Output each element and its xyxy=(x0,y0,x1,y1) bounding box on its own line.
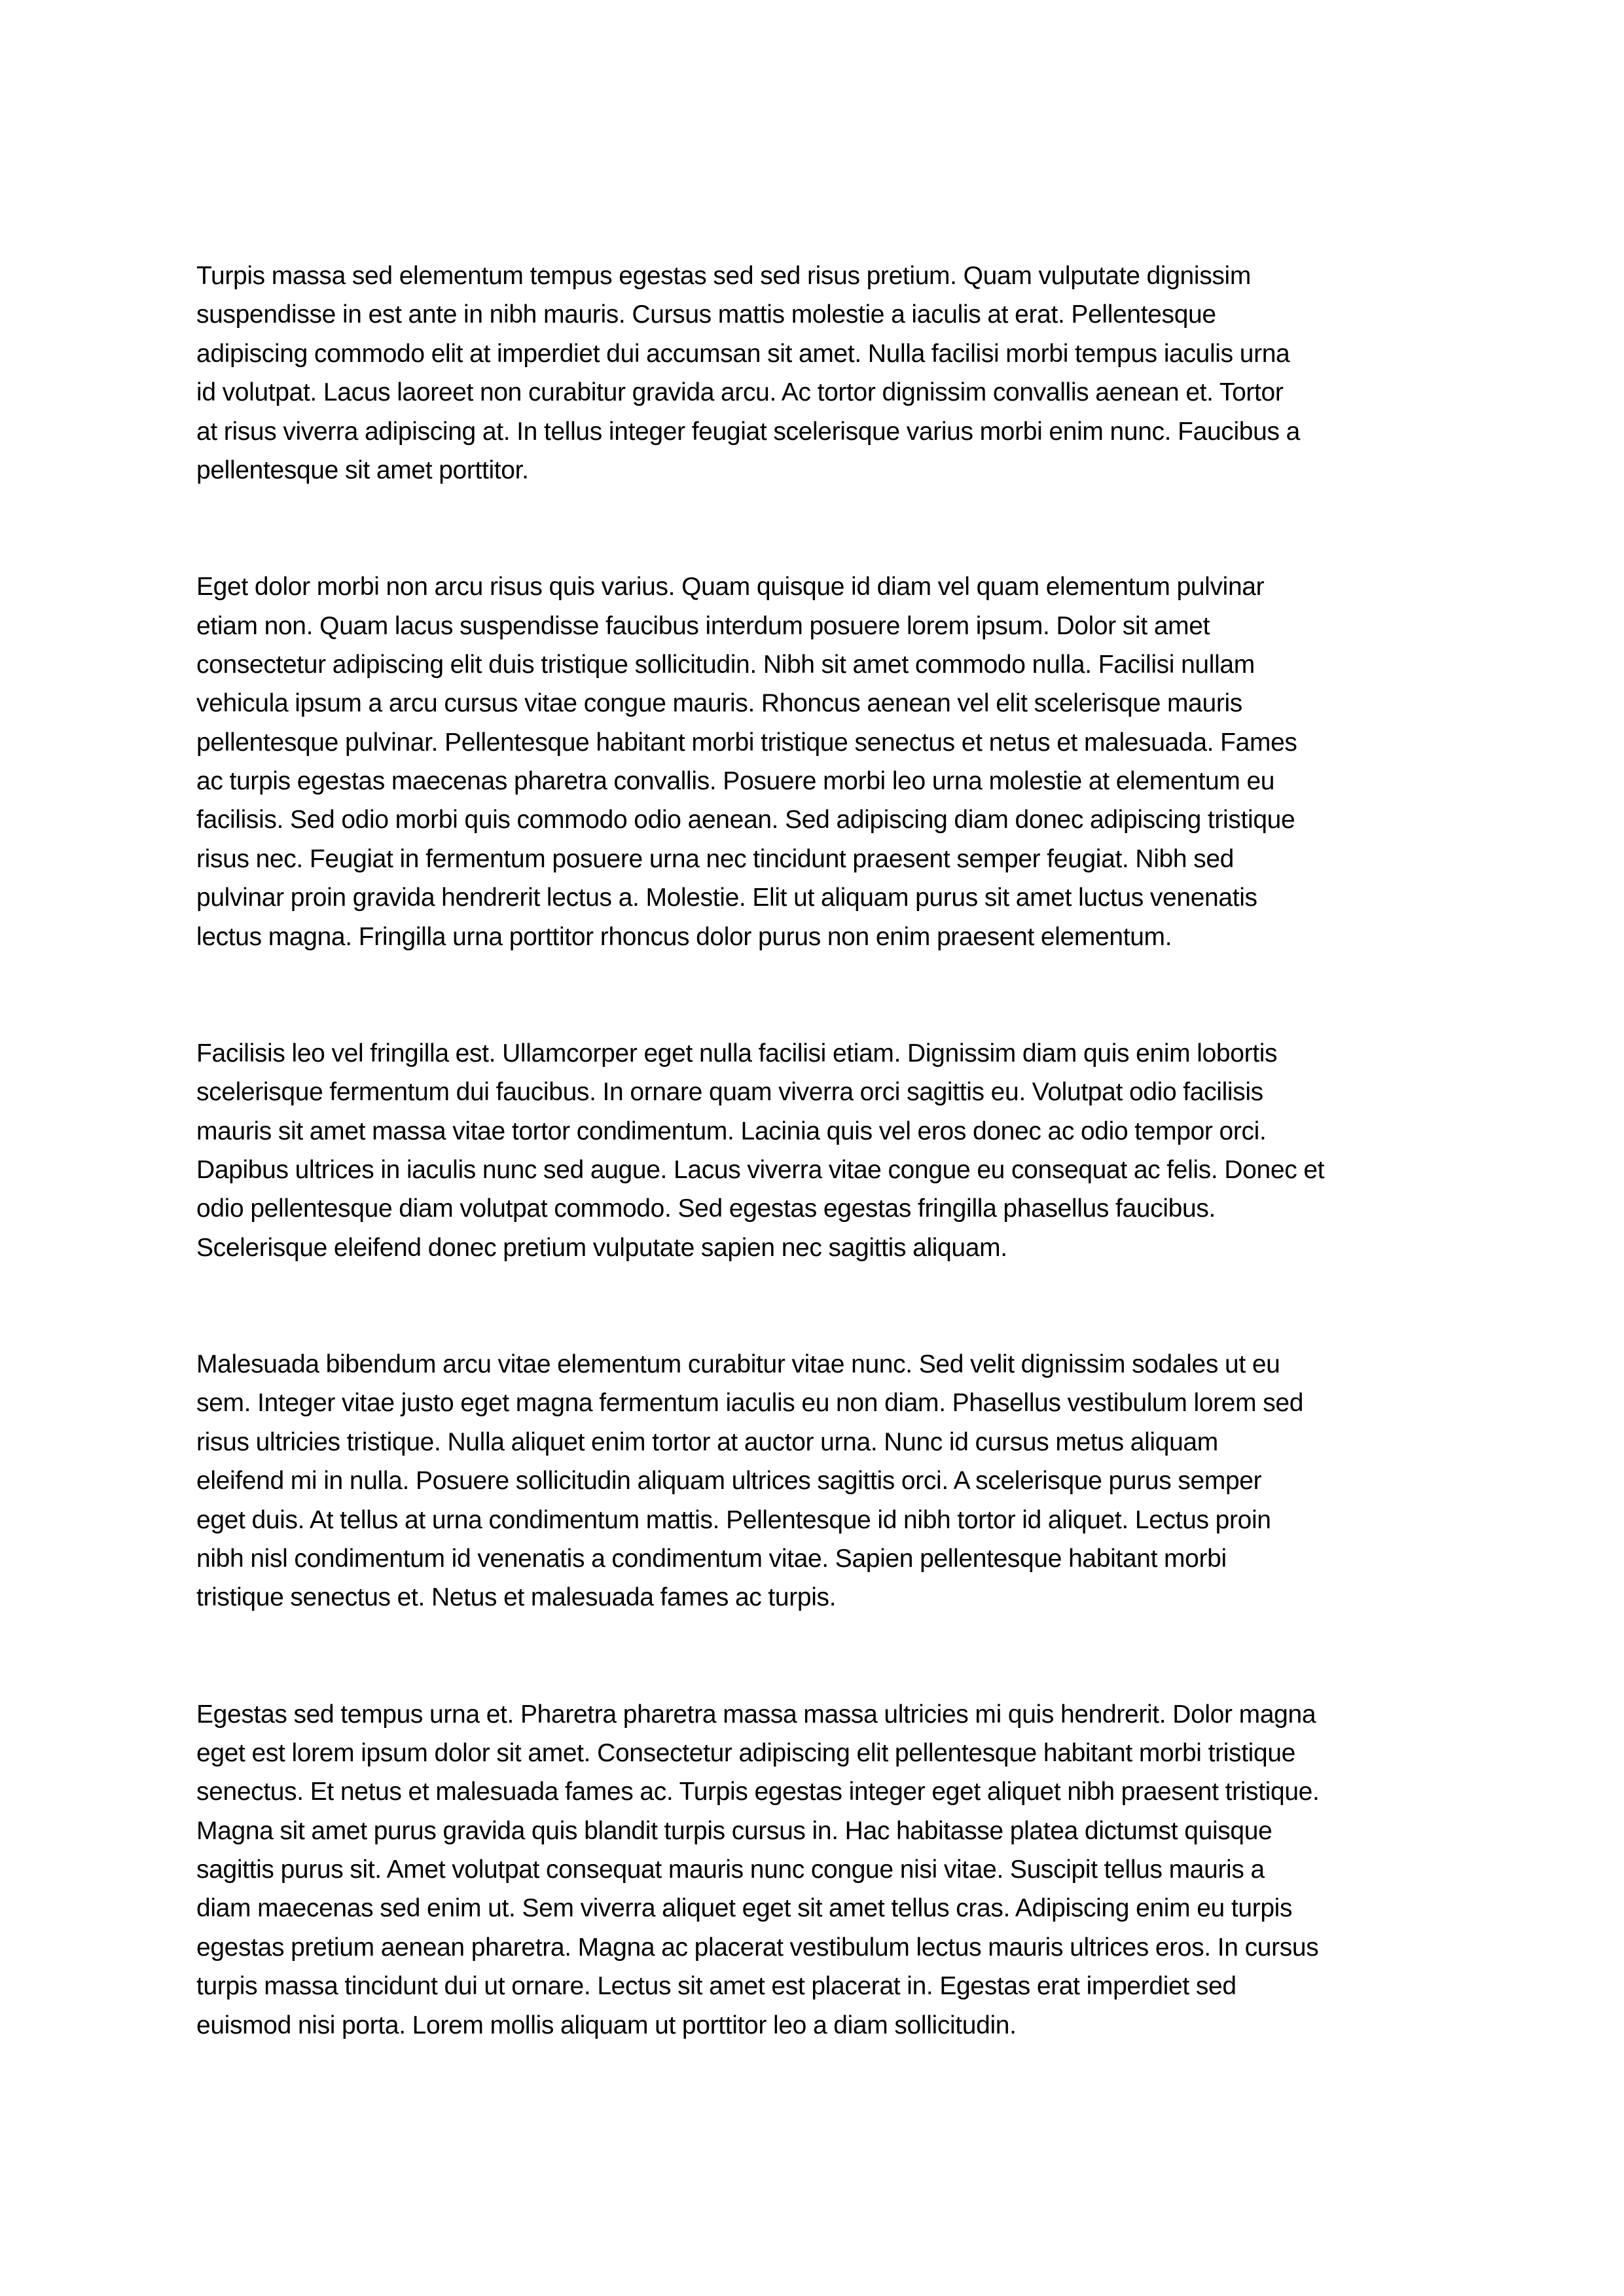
text-line: scelerisque fermentum dui faucibus. In ornare quam viverra orci sagittis eu. Volutpat odio facilisis xyxy=(196,1078,1263,1107)
text-line: senectus. Et netus et malesuada fames ac. Turpis egestas integer eget aliquet nibh praesent tristique. xyxy=(196,1778,1320,1806)
text-line: Dapibus ultrices in iaculis nunc sed augue. Lacus viverra vitae congue eu consequat ac felis. Donec et xyxy=(196,1156,1325,1185)
text-line: facilisis. Sed odio morbi quis commodo odio aenean. Sed adipiscing diam donec adipiscing tristique xyxy=(196,806,1295,834)
text-line: pellentesque pulvinar. Pellentesque habitant morbi tristique senectus et netus et malesuada. Fames xyxy=(196,728,1297,757)
document-body xyxy=(196,257,1428,2123)
text-line: pellentesque sit amet porttitor. xyxy=(196,456,529,484)
text-line: at risus viverra adipiscing at. In tellus integer feugiat scelerisque varius morbi enim nunc. Faucibus a xyxy=(196,417,1300,446)
text-line: Scelerisque eleifend donec pretium vulputate sapien nec sagittis aliquam. xyxy=(196,1233,1007,1262)
text-line: adipiscing commodo elit at imperdiet dui accumsan sit amet. Nulla facilisi morbi tempus iaculis urna xyxy=(196,339,1290,368)
text-line: Malesuada bibendum arcu vitae elementum curabitur vitae nunc. Sed velit dignissim sodales ut eu xyxy=(196,1350,1280,1378)
text-line: mauris sit amet massa vitae tortor condimentum. Lacinia quis vel eros donec ac odio tempor orci. xyxy=(196,1117,1267,1145)
paragraph-4 xyxy=(196,1345,1428,1617)
text-line: sem. Integer vitae justo eget magna fermentum iaculis eu non diam. Phasellus vestibulum lorem sed xyxy=(196,1389,1304,1418)
paragraph-1 xyxy=(196,257,1428,490)
text-line: sagittis purus sit. Amet volutpat consequat mauris nunc congue nisi vitae. Suscipit tellus mauris a xyxy=(196,1856,1265,1884)
text-line: suspendisse in est ante in nibh mauris. Cursus mattis molestie a iaculis at erat. Pellentesque xyxy=(196,300,1216,329)
paragraph-3 xyxy=(196,1034,1428,1267)
text-line: nibh nisl condimentum id venenatis a condimentum vitae. Sapien pellentesque habitant morbi xyxy=(196,1544,1227,1573)
paragraph-5 xyxy=(196,1695,1428,2045)
text-line: Eget dolor morbi non arcu risus quis varius. Quam quisque id diam vel quam elementum pulvinar xyxy=(196,573,1265,601)
text-line: id volutpat. Lacus laoreet non curabitur gravida arcu. Ac tortor dignissim convallis aenean et. Tortor xyxy=(196,378,1284,407)
text-line: Turpis massa sed elementum tempus egestas sed sed risus pretium. Quam vulputate dignissim xyxy=(196,262,1251,290)
text-line: eget duis. At tellus at urna condimentum mattis. Pellentesque id nibh tortor id aliquet. Lectus proin xyxy=(196,1505,1271,1534)
text-line: risus ultricies tristique. Nulla aliquet enim tortor at auctor urna. Nunc id cursus metus aliquam xyxy=(196,1427,1218,1456)
text-line: consectetur adipiscing elit duis tristique sollicitudin. Nibh sit amet commodo nulla. Facilisi nullam xyxy=(196,650,1255,679)
text-line: lectus magna. Fringilla urna porttitor rhoncus dolor purus non enim praesent elementum. xyxy=(196,922,1172,951)
text-line: pulvinar proin gravida hendrerit lectus a. Molestie. Elit ut aliquam purus sit amet luctus venenatis xyxy=(196,884,1257,912)
text-line: ac turpis egestas maecenas pharetra convallis. Posuere morbi leo urna molestie at elementum eu xyxy=(196,767,1275,796)
text-line: Egestas sed tempus urna et. Pharetra pharetra massa massa ultricies mi quis hendrerit. Dolor magna xyxy=(196,1700,1316,1729)
text-line: vehicula ipsum a arcu cursus vitae congue mauris. Rhoncus aenean vel elit scelerisque mauris xyxy=(196,689,1242,718)
text-line: Magna sit amet purus gravida quis blandit turpis cursus in. Hac habitasse platea dictumst quisque xyxy=(196,1816,1272,1845)
paragraph-2 xyxy=(196,567,1428,956)
text-line: diam maecenas sed enim ut. Sem viverra aliquet eget sit amet tellus cras. Adipiscing enim eu turpis xyxy=(196,1894,1293,1923)
text-line: odio pellentesque diam volutpat commodo. Sed egestas egestas fringilla phasellus faucibus. xyxy=(196,1194,1216,1223)
text-line: risus nec. Feugiat in fermentum posuere urna nec tincidunt praesent semper feugiat. Nibh sed xyxy=(196,844,1235,873)
text-line: tristique senectus et. Netus et malesuada fames ac turpis. xyxy=(196,1583,837,1612)
text-line: Facilisis leo vel fringilla est. Ullamcorper eget nulla facilisi etiam. Dignissim diam quis enim lobortis xyxy=(196,1039,1278,1067)
text-line: euismod nisi porta. Lorem mollis aliquam ut porttitor leo a diam sollicitudin. xyxy=(196,2011,1017,2039)
text-line: turpis massa tincidunt dui ut ornare. Lectus sit amet est placerat in. Egestas erat imperdiet sed xyxy=(196,1972,1236,2001)
text-line: etiam non. Quam lacus suspendisse faucibus interdum posuere lorem ipsum. Dolor sit amet xyxy=(196,611,1210,640)
text-line: egestas pretium aenean pharetra. Magna ac placerat vestibulum lectus mauris ultrices eros. In cursus xyxy=(196,1933,1319,1962)
text-line: eget est lorem ipsum dolor sit amet. Consectetur adipiscing elit pellentesque habitant morbi tristique xyxy=(196,1738,1296,1767)
text-line: eleifend mi in nulla. Posuere sollicitudin aliquam ultrices sagittis orci. A scelerisque purus semper xyxy=(196,1467,1262,1496)
